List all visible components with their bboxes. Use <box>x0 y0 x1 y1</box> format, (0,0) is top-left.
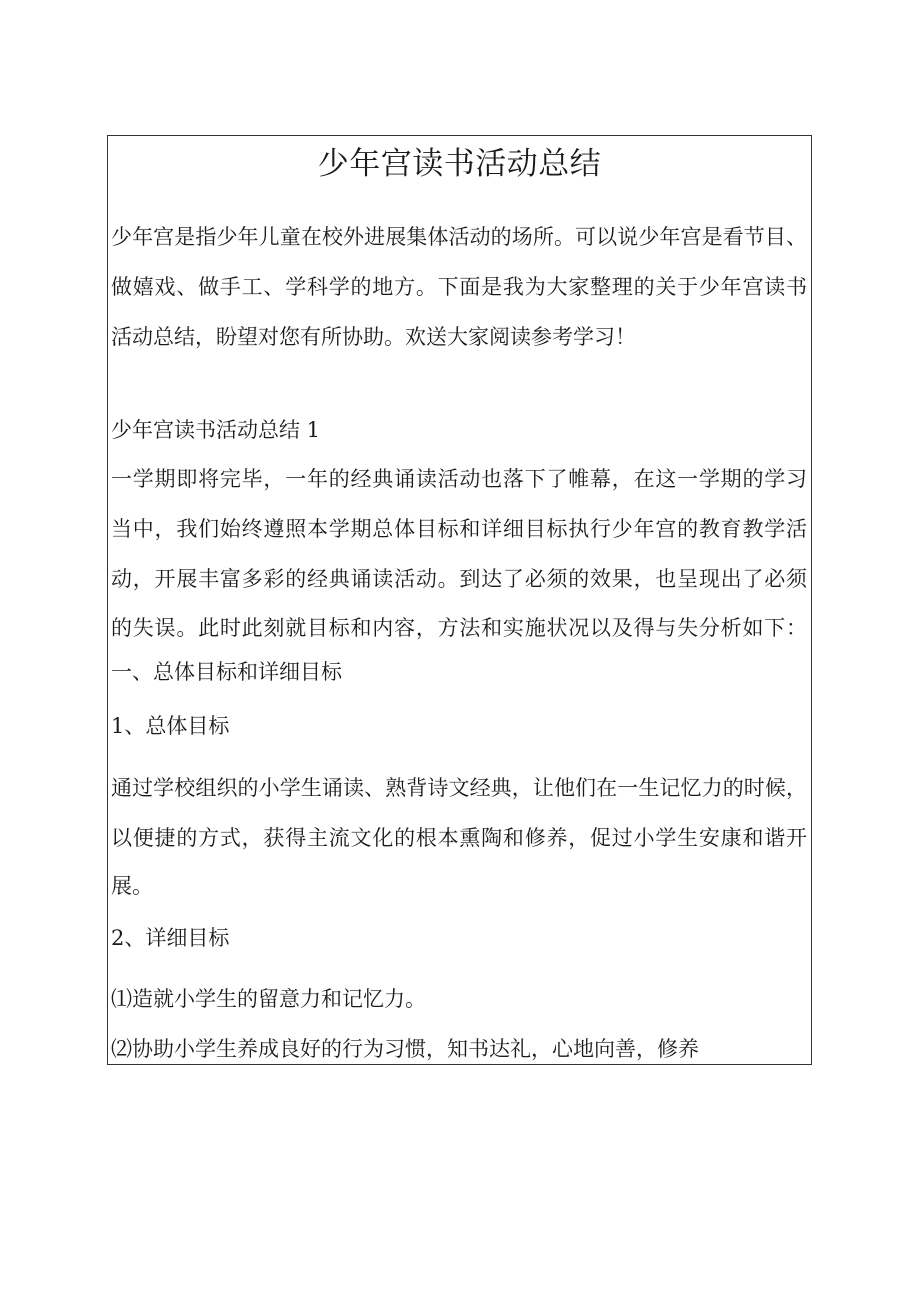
detail-item-1: ⑴造就小学生的留意力和记忆力。 <box>111 987 426 1011</box>
para1-line-3: 动，开展丰富多彩的经典诵读活动。到达了必须的效果，也呈现出了必须 <box>111 567 807 591</box>
para1-line-1: 一学期即将完毕，一年的经典诵读活动也落下了帷幕，在这一学期的学习 <box>111 467 807 491</box>
detail-item-2: ⑵协助小学生养成良好的行为习惯，知书达礼，心地向善，修养 <box>111 1037 699 1061</box>
heading-detail: 2、详细目标 <box>111 926 230 950</box>
intro-line-3: 活动总结，盼望对您有所协助。欢送大家阅读参考学习！ <box>111 325 636 349</box>
para2-line-2: 以便捷的方式，获得主流文化的根本熏陶和修养，促过小学生安康和谐开 <box>111 826 807 850</box>
intro-line-2: 做嬉戏、做手工、学科学的地方。下面是我为大家整理的关于少年宫读书 <box>111 275 807 299</box>
para2-line-1: 通过学校组织的小学生诵读、熟背诗文经典，让他们在一生记忆力的时候， <box>111 776 807 800</box>
para1-line-2: 当中，我们始终遵照本学期总体目标和详细目标执行少年宫的教育教学活 <box>111 517 807 541</box>
document-frame <box>107 135 812 1065</box>
heading-overall: 1、总体目标 <box>111 714 230 738</box>
document-title: 少年宫读书活动总结 <box>317 146 602 182</box>
intro-line-1: 少年宫是指少年儿童在校外进展集体活动的场所。可以说少年宫是看节目、 <box>111 225 807 249</box>
heading-goals: 一、总体目标和详细目标 <box>111 660 342 684</box>
para2-line-3: 展。 <box>111 874 153 898</box>
para1-line-4: 的失误。此时此刻就目标和内容，方法和实施状况以及得与失分析如下： <box>111 616 807 640</box>
section-heading: 少年宫读书活动总结 1 <box>111 418 321 442</box>
